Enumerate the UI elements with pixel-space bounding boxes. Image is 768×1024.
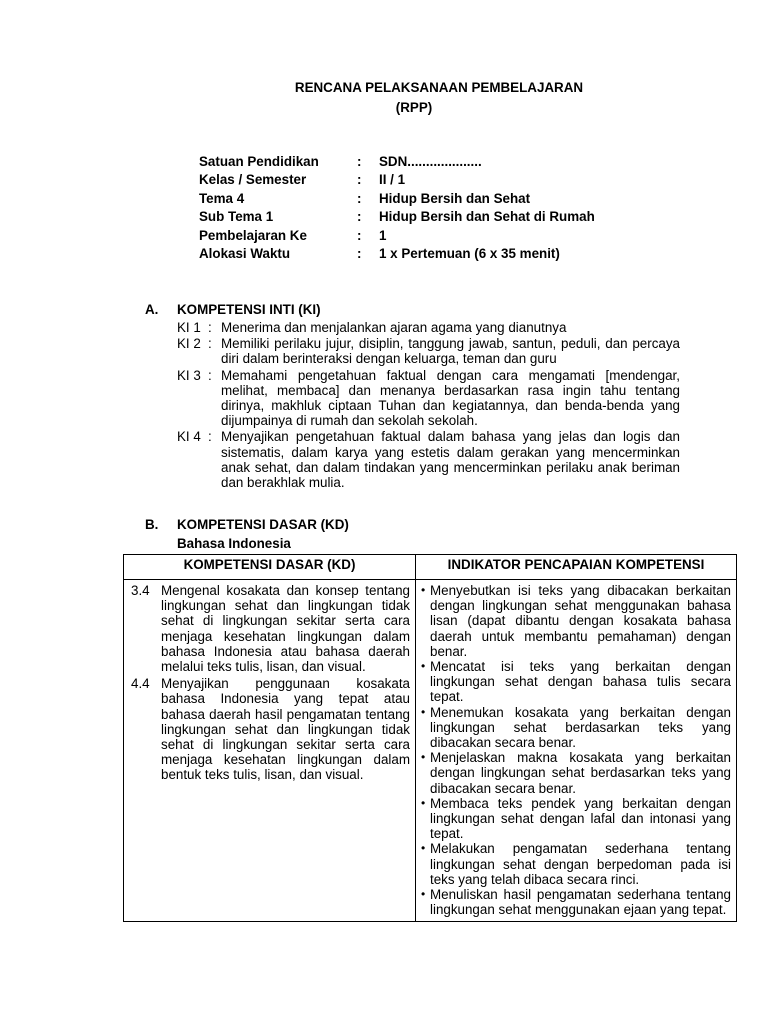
- indicator-item: [421, 705, 731, 751]
- kd-number: 4.4: [131, 676, 150, 692]
- ki-colon: :: [208, 429, 212, 445]
- info-colon: :: [357, 172, 362, 188]
- indicator-item: [421, 750, 731, 796]
- kd-item: [129, 583, 410, 674]
- info-row: [199, 209, 595, 227]
- indicator-cell: [416, 580, 737, 922]
- info-colon: :: [357, 190, 362, 206]
- section-title: KOMPETENSI INTI (KI): [177, 302, 321, 317]
- kd-text: Menyajikan penggunaan kosakata bahasa Indonesia yang tepat atau bahasa daerah hasil pengamatan tentang lingkungan sehat dan lingkungan tidak sehat di lingkungan sekitar serta cara menjaga kesehatan lingkungan dalam bentuk teks tulis, lisan, dan visual.: [161, 676, 410, 783]
- info-value: II / 1: [379, 172, 406, 188]
- ki-code: KI 2: [177, 336, 201, 352]
- indicator-text: Menyebutkan isi teks yang dibacakan berkaitan dengan lingkungan sehat menggunakan bahasa lisan (dapat dibantu dengan kosakata bahasa daerah untuk membantu pemahaman) dengan benar.: [430, 583, 731, 659]
- info-colon: :: [357, 154, 362, 169]
- indicator-text: Menjelaskan makna kosakata yang berkaitan dengan lingkungan sehat berdasarkan teks yang dibacakan secara benar.: [430, 750, 731, 796]
- info-colon: :: [357, 227, 362, 243]
- info-row: [199, 154, 595, 172]
- info-label: Sub Tema 1: [199, 209, 274, 225]
- kd-table: [123, 554, 737, 922]
- kd-text: Mengenal kosakata dan konsep tentang lingkungan sehat dan lingkungan tidak sehat di lingkungan sekitar serta cara menjaga kesehatan lingkungan dalam bahasa Indonesia atau bahasa daerah melalui teks tulis, lisan, dan visual.: [161, 583, 410, 675]
- table-row: [124, 580, 737, 922]
- ki-item: [177, 429, 680, 490]
- info-colon: :: [357, 209, 362, 225]
- info-label: Alokasi Waktu: [199, 245, 291, 261]
- ki-colon: :: [208, 367, 212, 383]
- indicator-item: [421, 796, 731, 842]
- info-label: Tema 4: [199, 190, 245, 206]
- kd-number: 3.4: [131, 583, 150, 598]
- ki-text: Menyajikan pengetahuan faktual dalam bahasa yang jelas dan logis dan sistematis, dalam karya yang estetis dalam gerakan yang mencerminkan anak sehat, dan dalam tindakan yang mencerminkan perilaku anak beriman dan berakhlak mulia.: [221, 429, 680, 491]
- info-value: Hidup Bersih dan Sehat di Rumah: [379, 209, 595, 225]
- indicator-text: Menuliskan hasil pengamatan sederhana tentang lingkungan sehat menggunakan ejaan yang tepat.: [430, 887, 731, 918]
- ki-list: [177, 320, 680, 491]
- indicator-text: Melakukan pengamatan sederhana tentang lingkungan sehat dengan berpedoman pada isi teks yang telah dibaca secara rinci.: [430, 841, 731, 887]
- info-row: [199, 228, 595, 246]
- info-value: 1: [379, 227, 387, 243]
- bullet-icon: •: [421, 795, 426, 810]
- ki-colon: :: [208, 336, 212, 352]
- info-value: SDN....................: [379, 154, 482, 169]
- info-row: [199, 172, 595, 190]
- info-value: Hidup Bersih dan Sehat: [379, 190, 531, 206]
- ki-code: KI 4: [177, 429, 201, 445]
- info-block: [199, 154, 595, 264]
- ki-text: Memiliki perilaku jujur, disiplin, tanggung jawab, santun, peduli, dan percaya diri dalam berinteraksi dengan keluarga, teman dan guru: [221, 336, 680, 367]
- info-label: Kelas / Semester: [199, 172, 307, 188]
- ki-colon: :: [208, 320, 212, 335]
- indicator-text: Membaca teks pendek yang berkaitan dengan lingkungan sehat dengan lafal dan intonasi yang tepat.: [430, 795, 731, 842]
- doc-title: RENCANA PELAKSANAAN PEMBELAJARAN: [294, 80, 584, 95]
- section-title: KOMPETENSI DASAR (KD): [177, 517, 349, 532]
- indicator-item: [421, 841, 731, 887]
- bullet-icon: •: [421, 583, 426, 597]
- info-row: [199, 191, 595, 209]
- kd-item: [129, 676, 410, 782]
- subject-heading: Bahasa Indonesia: [177, 536, 291, 551]
- ki-code: KI 1: [177, 320, 201, 335]
- ki-code: KI 3: [177, 367, 201, 383]
- ki-item: [177, 320, 680, 335]
- section-letter: B.: [145, 517, 159, 532]
- indicator-text: Mencatat isi teks yang berkaitan dengan lingkungan sehat dengan bahasa tulis secara tepat.: [430, 659, 731, 705]
- section-letter: A.: [145, 302, 159, 317]
- bullet-icon: •: [421, 659, 426, 674]
- indicator-item: [421, 659, 731, 705]
- info-value: 1 x Pertemuan (6 x 35 menit): [379, 245, 560, 261]
- header-indicator: INDIKATOR PENCAPAIAN KOMPETENSI: [416, 555, 737, 580]
- doc-subtitle: (RPP): [395, 100, 433, 115]
- bullet-icon: •: [421, 704, 426, 719]
- bullet-icon: •: [421, 841, 426, 856]
- info-row: [199, 246, 595, 264]
- bullet-icon: •: [421, 887, 426, 902]
- info-label: Satuan Pendidikan: [199, 154, 319, 169]
- ki-item: [177, 336, 680, 366]
- indicator-item: [421, 887, 731, 917]
- info-colon: :: [357, 245, 362, 261]
- header-kd: KOMPETENSI DASAR (KD): [124, 555, 416, 580]
- ki-item: [177, 368, 680, 429]
- table-header-row: [124, 555, 737, 580]
- kd-cell: [124, 580, 416, 922]
- ki-text: Menerima dan menjalankan ajaran agama yang dianutnya: [221, 320, 567, 335]
- indicator-text: Menemukan kosakata yang berkaitan dengan lingkungan sehat berdasarkan teks yang dibacakan secara benar.: [430, 704, 731, 751]
- indicator-item: [421, 583, 731, 659]
- bullet-icon: •: [421, 750, 426, 765]
- ki-text: Memahami pengetahuan faktual dengan cara mengamati [mendengar, melihat, membaca] dan menanya berdasarkan rasa ingin tahu tentang dirinya, makhluk ciptaan Tuhan dan kegiatannya, dan benda-benda yang dijumpainya di rumah dan sekolah sekolah.: [221, 367, 680, 429]
- info-label: Pembelajaran Ke: [199, 227, 307, 243]
